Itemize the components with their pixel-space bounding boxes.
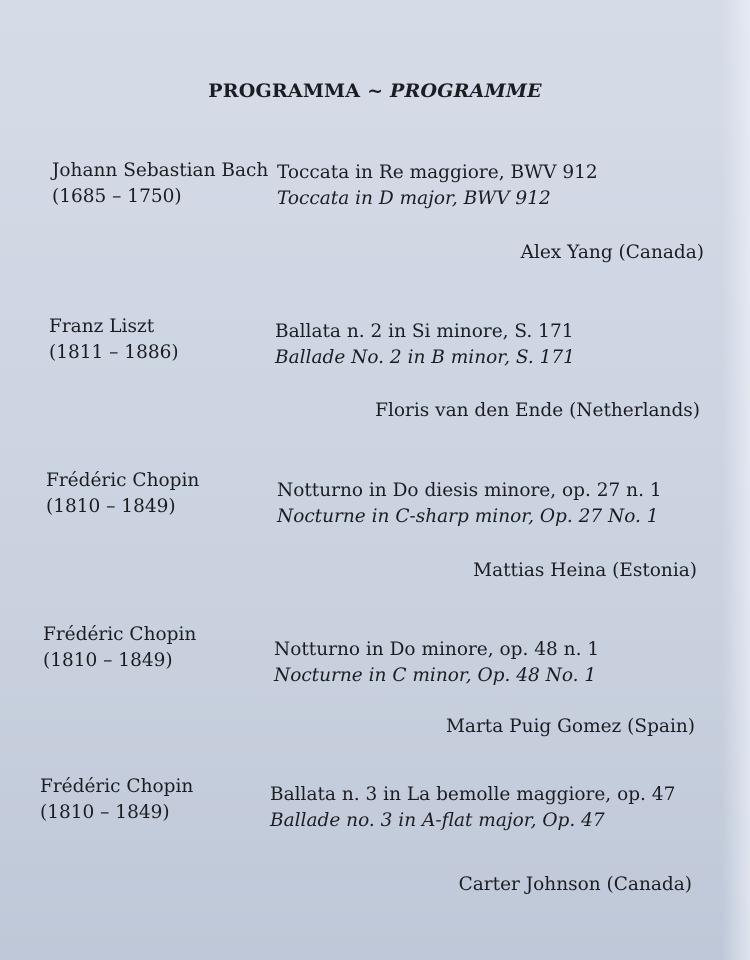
work-block: [270, 782, 675, 834]
programme-item: [0, 314, 750, 444]
composer-block: [46, 468, 199, 520]
work-title-italian: Toccata in Re maggiore, BWV 912: [277, 162, 598, 183]
work-title-english: Ballade No. 2 in B minor, S. 171: [275, 347, 575, 368]
composer-dates: (1810 – 1849): [46, 496, 176, 517]
composer-dates: (1811 – 1886): [49, 342, 179, 363]
work-block: [275, 319, 575, 371]
performer-name: Floris van den Ende (Netherlands): [375, 400, 700, 421]
composer-name: Frédéric Chopin: [40, 776, 194, 797]
page-title: [0, 80, 750, 102]
programme-item: [0, 158, 750, 288]
composer-block: [49, 314, 179, 366]
work-block: [274, 637, 599, 689]
composer-dates: (1810 – 1849): [40, 802, 170, 823]
title-separator: ~: [367, 80, 384, 102]
composer-name: Frédéric Chopin: [46, 470, 200, 491]
work-block: [277, 478, 662, 530]
performer-name: Alex Yang (Canada): [520, 242, 704, 263]
composer-block: [40, 774, 193, 826]
work-title-italian: Notturno in Do minore, op. 48 n. 1: [274, 639, 600, 660]
composer-name: Johann Sebastian Bach: [52, 160, 269, 181]
work-title-italian: Ballata n. 2 in Si minore, S. 171: [275, 321, 574, 342]
work-title-english: Toccata in D major, BWV 912: [277, 188, 551, 209]
composer-name: Franz Liszt: [49, 316, 155, 337]
performer-name: Marta Puig Gomez (Spain): [445, 716, 695, 737]
composer-block: [43, 622, 196, 674]
title-english: PROGRAMME: [390, 80, 542, 102]
composer-block: [52, 158, 268, 210]
work-title-english: Ballade no. 3 in A-flat major, Op. 47: [270, 810, 605, 831]
composer-dates: (1810 – 1849): [43, 650, 173, 671]
programme-item: [0, 774, 750, 904]
work-title-italian: Ballata n. 3 in La bemolle maggiore, op. 47: [270, 784, 676, 805]
work-title-english: Nocturne in C-sharp minor, Op. 27 No. 1: [277, 506, 659, 527]
work-block: [277, 160, 598, 212]
composer-name: Frédéric Chopin: [43, 624, 197, 645]
work-title-italian: Notturno in Do diesis minore, op. 27 n. 1: [277, 480, 662, 501]
performer-name: Mattias Heina (Estonia): [473, 560, 697, 581]
programme-item: [0, 622, 750, 752]
programme-item: [0, 468, 750, 598]
title-italian: PROGRAMMA: [208, 80, 361, 102]
composer-dates: (1685 – 1750): [52, 186, 182, 207]
work-title-english: Nocturne in C minor, Op. 48 No. 1: [274, 665, 597, 686]
performer-name: Carter Johnson (Canada): [458, 874, 692, 895]
